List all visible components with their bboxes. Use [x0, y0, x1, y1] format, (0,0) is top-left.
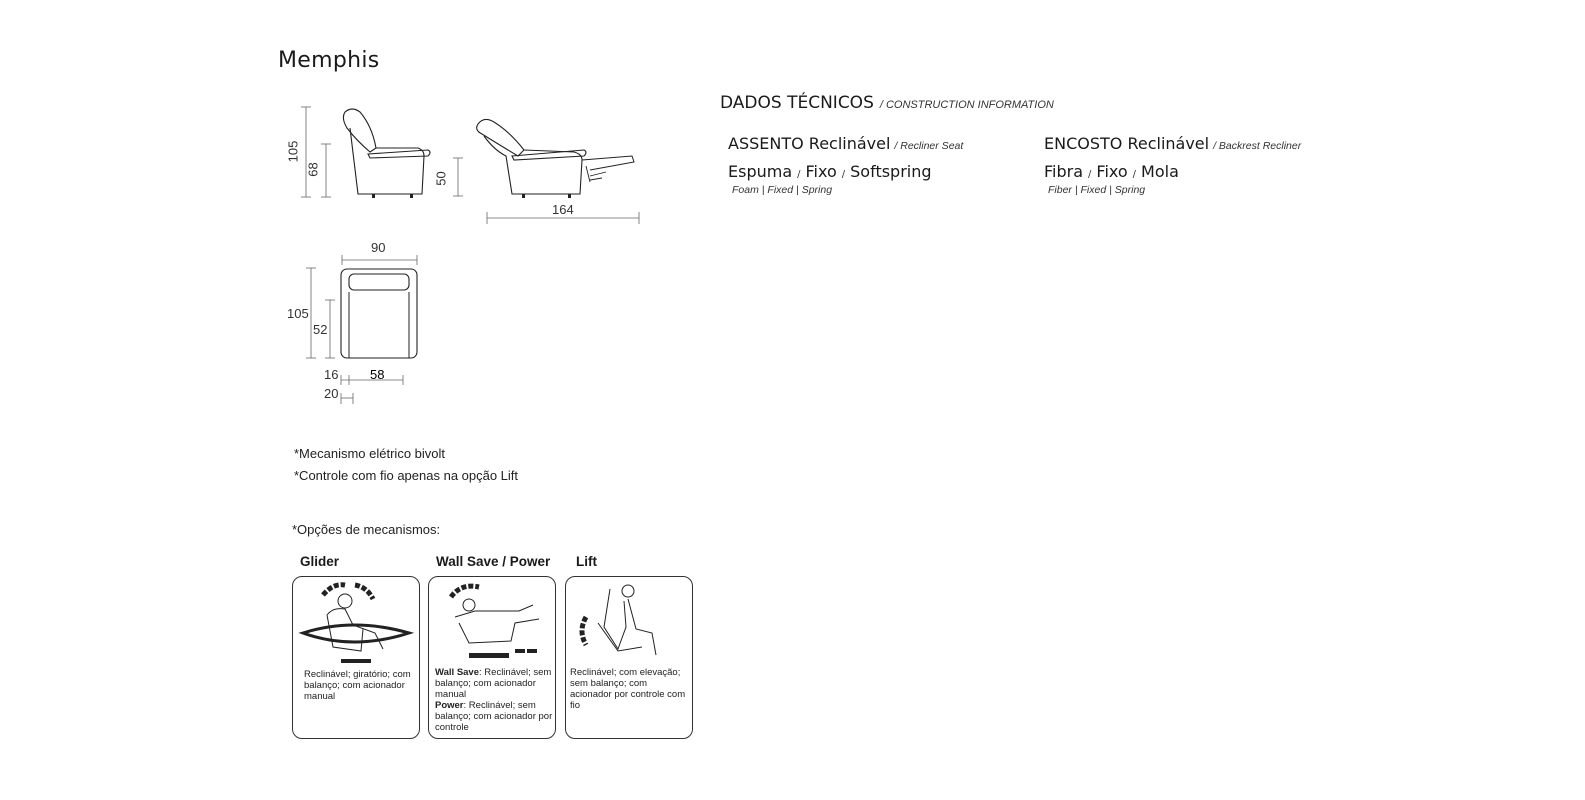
- spec-backrest-values: [1044, 162, 1364, 181]
- dim-total-height: 105: [285, 140, 301, 163]
- spec-seat-value-en: Fixed: [767, 184, 794, 196]
- spec-backrest-heading-en: / Backrest Recliner: [1213, 140, 1302, 152]
- dim-top-seat-depth: 52: [313, 322, 328, 337]
- spec-backrest-values-en: [1048, 184, 1364, 196]
- mech-desc-power-bold: Power: [435, 700, 464, 711]
- spec-backrest: [1044, 134, 1364, 196]
- top-view-svg: [285, 238, 435, 413]
- dim-reclined-depth: 164: [552, 202, 574, 217]
- mech-desc-lift: Reclinável; com elevação; sem balanço; com acionador por controle com fio: [570, 667, 686, 711]
- spec-seat-heading: ASSENTO Reclinável: [728, 134, 891, 153]
- top-view-drawing: [285, 238, 435, 413]
- note-control: *Controle com fio apenas na opção Lift: [294, 468, 519, 483]
- dim-top-width: 90: [371, 240, 386, 255]
- separator-en: |: [1074, 184, 1078, 196]
- dim-seat-height: 50: [433, 171, 449, 186]
- spec-seat-value: Fixo: [805, 162, 837, 181]
- spec-seat: [728, 134, 1028, 196]
- wall-save-icon: [429, 577, 555, 667]
- glider-icon: [293, 577, 419, 667]
- spec-backrest-value: Fixo: [1096, 162, 1128, 181]
- spec-seat-value: Softspring: [850, 162, 932, 181]
- mech-desc-wall-save-bold: Wall Save: [435, 667, 480, 678]
- separator: /: [797, 169, 801, 180]
- technical-section-title: [720, 93, 1054, 113]
- side-view-drawing: [285, 100, 440, 210]
- mech-card-lift: [565, 576, 693, 739]
- spec-seat-value: Espuma: [728, 162, 793, 181]
- spec-backrest-value-en: Spring: [1114, 184, 1146, 196]
- mech-desc-wall-save: : Reclinável; sem balanço; com acionador manual: [435, 667, 552, 700]
- note-electric: *Mecanismo elétrico bivolt: [294, 446, 446, 461]
- technical-subtitle: / CONSTRUCTION INFORMATION: [879, 99, 1054, 111]
- dim-top-seat-width: 58: [370, 367, 385, 382]
- reclined-view-svg: [440, 110, 650, 230]
- spec-backrest-value: Fibra: [1044, 162, 1084, 181]
- mech-desc-power: : Reclinável; sem balanço; com acionador por controle: [435, 700, 553, 733]
- spec-seat-values-en: [732, 184, 1028, 196]
- spec-backrest-value: Mola: [1141, 162, 1179, 181]
- mech-card-glider: [292, 576, 420, 739]
- technical-title: DADOS TÉCNICOS: [720, 93, 874, 113]
- spec-seat-value-en: Foam: [732, 184, 759, 196]
- mech-label-lift: Lift: [576, 554, 597, 569]
- spec-seat-value-en: Spring: [801, 184, 833, 196]
- spec-backrest-value-en: Fiber: [1048, 184, 1072, 196]
- spec-backrest-value-en: Fixed: [1080, 184, 1107, 196]
- spec-backrest-heading: ENCOSTO Reclinável: [1044, 134, 1210, 153]
- mech-label-glider: Glider: [300, 554, 340, 569]
- separator: /: [1088, 169, 1092, 180]
- side-view-svg: [290, 100, 440, 210]
- reclined-view-drawing: [433, 110, 650, 230]
- dim-top-depth: 105: [287, 306, 309, 321]
- mech-desc-glider: Reclinável; giratório; com balanço; com acionador manual: [304, 669, 411, 702]
- spec-seat-values: [728, 162, 1028, 181]
- dim-arm-height: 68: [305, 162, 321, 177]
- separator: /: [841, 169, 846, 180]
- spec-seat-heading-en: / Recliner Seat: [894, 140, 964, 152]
- lift-icon: [566, 577, 692, 667]
- mechanisms-title: *Opções de mecanismos:: [292, 522, 441, 537]
- dim-top-arm-width: 16: [324, 367, 339, 382]
- product-title: Memphis: [278, 48, 380, 73]
- dim-top-base-offset: 20: [324, 386, 339, 401]
- mech-card-wall-save-power: [428, 576, 556, 739]
- separator-en: |: [1109, 184, 1112, 196]
- separator: /: [1132, 169, 1137, 180]
- mech-label-wall-save-power: Wall Save / Power: [436, 554, 551, 569]
- mech-desc-wall-save-power: [435, 667, 553, 733]
- separator-en: |: [796, 184, 799, 196]
- separator-en: |: [761, 184, 765, 196]
